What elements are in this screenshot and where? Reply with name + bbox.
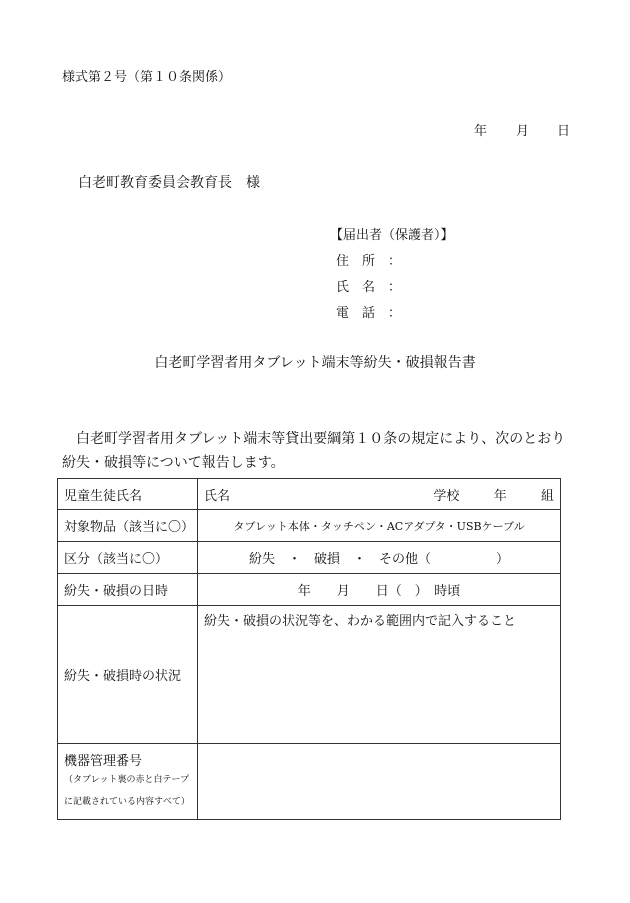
- date-day-label: 日: [557, 124, 571, 139]
- form-number: 様式第２号（第１０条関係）: [62, 70, 232, 85]
- datetime-label: 紛失・破損の日時: [58, 574, 198, 606]
- body-text: 白老町学習者用タブレット端末等貸出要綱第１０条の規定により、次のとおり紛失・破損等について報告します。: [62, 431, 566, 471]
- type-value[interactable]: 紛失 ・ 破損 ・ その他（ ）: [198, 542, 561, 574]
- name-prefix: 氏名: [204, 488, 231, 504]
- device-label-cell: [58, 744, 198, 820]
- student-name-field[interactable]: [198, 479, 561, 510]
- class-label: 組: [540, 488, 554, 504]
- situation-label: 紛失・破損時の状況: [58, 606, 198, 744]
- device-note-2: に記載されている内容すべて）: [64, 797, 190, 807]
- addressee: 白老町教育委員会教育長 様: [78, 175, 260, 191]
- sender-phone-label: 電 話 ：: [336, 306, 402, 321]
- sender-heading: 【届出者（保護者）】: [330, 228, 454, 243]
- item-label: 対象物品（該当に〇）: [58, 510, 198, 542]
- table-row: [58, 574, 561, 606]
- student-name-label: 児童生徒氏名: [58, 479, 198, 510]
- situation-value[interactable]: 紛失・破損の状況等を、わかる範囲内で記入すること: [198, 606, 561, 744]
- school-label: 学校: [433, 488, 460, 504]
- table-row: [58, 744, 561, 820]
- document-title: 白老町学習者用タブレット端末等紛失・破損報告書: [154, 355, 476, 371]
- device-number-field[interactable]: [198, 744, 561, 820]
- device-label: 機器管理番号: [64, 754, 143, 769]
- table-row: [58, 479, 561, 510]
- report-table: [57, 478, 561, 820]
- grade-label: 年: [493, 488, 507, 504]
- date-month-label: 月: [516, 124, 530, 139]
- table-row: [58, 606, 561, 744]
- table-row: [58, 510, 561, 542]
- datetime-value[interactable]: 年 月 日（ ） 時頃: [198, 574, 561, 606]
- sender-name-label: 氏 名 ：: [336, 280, 402, 295]
- type-label: 区分（該当に〇）: [58, 542, 198, 574]
- item-value[interactable]: タブレット本体・タッチペン・ACアダプタ・USBケーブル: [198, 510, 561, 542]
- table-row: [58, 542, 561, 574]
- device-note-1: （タブレット裏の赤と白テープ: [64, 775, 190, 785]
- date-year-label: 年: [474, 124, 488, 139]
- sender-address-label: 住 所 ：: [336, 254, 402, 269]
